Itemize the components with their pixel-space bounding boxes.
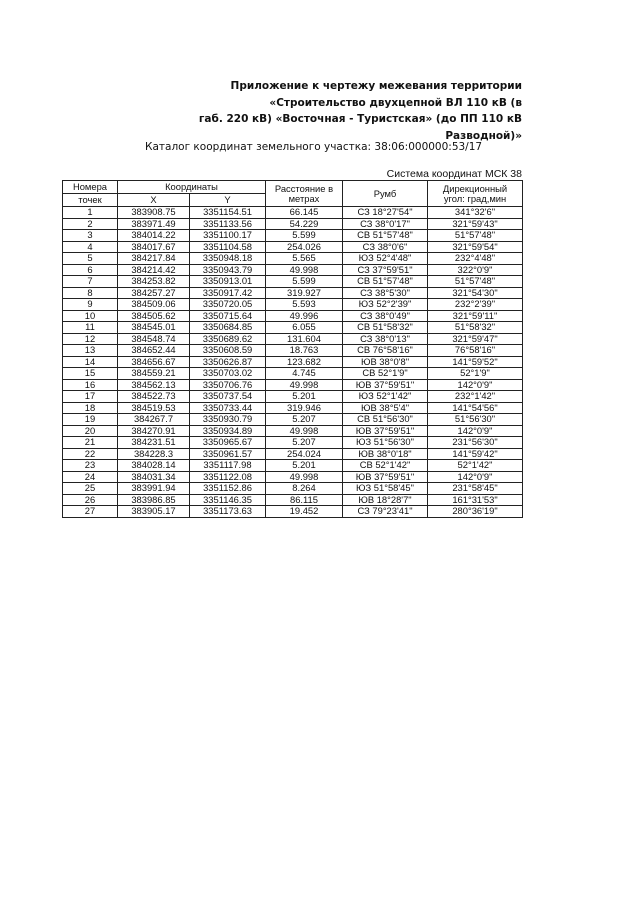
x-cell: 384559.21 [118, 368, 190, 380]
table-row [63, 402, 523, 414]
header-rumb: Румб [343, 181, 428, 207]
distance-cell: 5.201 [266, 391, 343, 403]
angle-cell: 321°59'54" [428, 241, 523, 253]
table-row [63, 310, 523, 322]
header-distance [266, 181, 343, 207]
angle-cell: 51°58'32" [428, 322, 523, 334]
point-number-cell: 11 [63, 322, 118, 334]
header-distance-line-2: метрах [288, 192, 320, 204]
x-cell: 384028.14 [118, 460, 190, 472]
x-cell: 383986.85 [118, 494, 190, 506]
rumb-cell: ЮВ 37°59'51" [343, 379, 428, 391]
rumb-cell: СЗ 38°0'6" [343, 241, 428, 253]
y-cell: 3351154.51 [190, 207, 266, 219]
y-cell: 3350703.02 [190, 368, 266, 380]
table-row [63, 494, 523, 506]
catalog-caption: Каталог координат земельного участка: 38:06:000000:53/17 [145, 141, 483, 153]
x-cell: 384548.74 [118, 333, 190, 345]
x-cell: 384522.73 [118, 391, 190, 403]
coordinate-system-label: Система координат МСК 38 [386, 168, 522, 180]
x-cell: 384509.06 [118, 299, 190, 311]
header-distance-line-1: Расстояние в [274, 182, 334, 194]
x-cell: 384014.22 [118, 230, 190, 242]
point-number-cell: 9 [63, 299, 118, 311]
y-cell: 3350934.89 [190, 425, 266, 437]
angle-cell: 341°32'6" [428, 207, 523, 219]
x-cell: 384217.84 [118, 253, 190, 265]
distance-cell: 54.229 [266, 218, 343, 230]
y-cell: 3350737.54 [190, 391, 266, 403]
x-cell: 384031.34 [118, 471, 190, 483]
y-cell: 3350930.79 [190, 414, 266, 426]
rumb-cell: СЗ 38°5'30" [343, 287, 428, 299]
y-cell: 3351152.86 [190, 483, 266, 495]
table-row [63, 414, 523, 426]
point-number-cell: 25 [63, 483, 118, 495]
table-row [63, 460, 523, 472]
distance-cell: 5.207 [266, 414, 343, 426]
point-number-cell: 20 [63, 425, 118, 437]
rumb-cell: СВ 52°1'9" [343, 368, 428, 380]
point-number-cell: 1 [63, 207, 118, 219]
title-line-4: Разводной)» [445, 129, 522, 142]
distance-cell: 49.998 [266, 425, 343, 437]
x-cell: 383991.94 [118, 483, 190, 495]
point-number-cell: 22 [63, 448, 118, 460]
angle-cell: 321°59'43" [428, 218, 523, 230]
rumb-cell: СВ 76°58'16" [343, 345, 428, 357]
y-cell: 3351100.17 [190, 230, 266, 242]
angle-cell: 280°36'19" [428, 506, 523, 518]
table-row [63, 425, 523, 437]
title-line-3: габ. 220 кВ) «Восточная - Туристская» (до ПП 110 кВ [198, 113, 522, 125]
distance-cell: 18.763 [266, 345, 343, 357]
angle-cell: 321°59'11" [428, 310, 523, 322]
table-row [63, 368, 523, 380]
angle-cell: 52°1'42" [428, 460, 523, 472]
table-row [63, 483, 523, 495]
x-cell: 384519.53 [118, 402, 190, 414]
y-cell: 3351104.58 [190, 241, 266, 253]
rumb-cell: СЗ 38°0'49" [343, 310, 428, 322]
header-point-number-2: точек [63, 194, 118, 207]
angle-cell: 321°59'47" [428, 333, 523, 345]
distance-cell: 49.996 [266, 310, 343, 322]
x-cell: 384562.13 [118, 379, 190, 391]
rumb-cell: ЮВ 38°5'4" [343, 402, 428, 414]
y-cell: 3350689.62 [190, 333, 266, 345]
y-cell: 3350948.18 [190, 253, 266, 265]
point-number-cell: 12 [63, 333, 118, 345]
header-x: X [118, 194, 190, 207]
distance-cell: 49.998 [266, 379, 343, 391]
angle-cell: 142°0'9" [428, 471, 523, 483]
header-y: Y [190, 194, 266, 207]
distance-cell: 86.115 [266, 494, 343, 506]
angle-cell: 232°2'39" [428, 299, 523, 311]
x-cell: 384228.3 [118, 448, 190, 460]
point-number-cell: 27 [63, 506, 118, 518]
y-cell: 3350706.76 [190, 379, 266, 391]
table-row [63, 437, 523, 449]
rumb-cell: ЮВ 37°59'51" [343, 471, 428, 483]
angle-cell: 321°54'30" [428, 287, 523, 299]
angle-cell: 141°54'56" [428, 402, 523, 414]
point-number-cell: 16 [63, 379, 118, 391]
x-cell: 383971.49 [118, 218, 190, 230]
table-row [63, 276, 523, 288]
rumb-cell: ЮЗ 52°1'42" [343, 391, 428, 403]
y-cell: 3350608.59 [190, 345, 266, 357]
rumb-cell: СВ 51°56'30" [343, 414, 428, 426]
point-number-cell: 23 [63, 460, 118, 472]
table-row [63, 448, 523, 460]
rumb-cell: ЮЗ 51°56'30" [343, 437, 428, 449]
rumb-cell: СВ 51°57'48" [343, 230, 428, 242]
distance-cell: 66.145 [266, 207, 343, 219]
rumb-cell: ЮВ 18°28'7" [343, 494, 428, 506]
title-line-1: Приложение к чертежу межевания территории [230, 80, 522, 92]
distance-cell: 8.264 [266, 483, 343, 495]
y-cell: 3351146.35 [190, 494, 266, 506]
table-row [63, 379, 523, 391]
table-row [63, 345, 523, 357]
point-number-cell: 8 [63, 287, 118, 299]
distance-cell: 6.055 [266, 322, 343, 334]
angle-cell: 161°31'53" [428, 494, 523, 506]
point-number-cell: 24 [63, 471, 118, 483]
angle-cell: 232°4'48" [428, 253, 523, 265]
distance-cell: 254.026 [266, 241, 343, 253]
angle-cell: 76°58'16" [428, 345, 523, 357]
y-cell: 3350913.01 [190, 276, 266, 288]
document-title [102, 78, 522, 144]
point-number-cell: 17 [63, 391, 118, 403]
x-cell: 384257.27 [118, 287, 190, 299]
y-cell: 3350626.87 [190, 356, 266, 368]
distance-cell: 5.565 [266, 253, 343, 265]
rumb-cell: СВ 52°1'42" [343, 460, 428, 472]
x-cell: 384231.51 [118, 437, 190, 449]
rumb-cell: СВ 51°57'48" [343, 276, 428, 288]
y-cell: 3350965.67 [190, 437, 266, 449]
x-cell: 383908.75 [118, 207, 190, 219]
distance-cell: 123.682 [266, 356, 343, 368]
distance-cell: 254.024 [266, 448, 343, 460]
angle-cell: 51°57'48" [428, 230, 523, 242]
table-header-row [63, 181, 523, 194]
point-number-cell: 7 [63, 276, 118, 288]
y-cell: 3350720.05 [190, 299, 266, 311]
rumb-cell: ЮВ 38°0'8" [343, 356, 428, 368]
x-cell: 384267.7 [118, 414, 190, 426]
rumb-cell: СЗ 79°23'41" [343, 506, 428, 518]
point-number-cell: 2 [63, 218, 118, 230]
angle-cell: 142°0'9" [428, 425, 523, 437]
table-row [63, 287, 523, 299]
distance-cell: 5.599 [266, 276, 343, 288]
title-line-2: «Строительство двухцепной ВЛ 110 кВ (в [269, 96, 522, 109]
y-cell: 3350715.64 [190, 310, 266, 322]
rumb-cell: ЮЗ 52°2'39" [343, 299, 428, 311]
point-number-cell: 6 [63, 264, 118, 276]
header-angle-line-2: угол: град,мин [443, 192, 507, 204]
x-cell: 384656.67 [118, 356, 190, 368]
angle-cell: 51°57'48" [428, 276, 523, 288]
header-angle-line-1: Дирекционный [442, 182, 508, 194]
y-cell: 3350684.85 [190, 322, 266, 334]
point-number-cell: 3 [63, 230, 118, 242]
rumb-cell: СЗ 37°59'51" [343, 264, 428, 276]
table-row [63, 253, 523, 265]
y-cell: 3350961.57 [190, 448, 266, 460]
table-row [63, 506, 523, 518]
rumb-cell: ЮЗ 52°4'48" [343, 253, 428, 265]
y-cell: 3351133.56 [190, 218, 266, 230]
table-row [63, 333, 523, 345]
table-row [63, 299, 523, 311]
point-number-cell: 13 [63, 345, 118, 357]
header-coordinates: Координаты [118, 181, 266, 194]
point-number-cell: 19 [63, 414, 118, 426]
rumb-cell: СЗ 38°0'17" [343, 218, 428, 230]
angle-cell: 52°1'9" [428, 368, 523, 380]
rumb-cell: СЗ 38°0'13" [343, 333, 428, 345]
point-number-cell: 26 [63, 494, 118, 506]
x-cell: 384270.91 [118, 425, 190, 437]
distance-cell: 19.452 [266, 506, 343, 518]
table-row [63, 207, 523, 219]
rumb-cell: ЮЗ 51°58'45" [343, 483, 428, 495]
point-number-cell: 14 [63, 356, 118, 368]
angle-cell: 232°1'42" [428, 391, 523, 403]
y-cell: 3350733.44 [190, 402, 266, 414]
distance-cell: 49.998 [266, 471, 343, 483]
distance-cell: 319.946 [266, 402, 343, 414]
point-number-cell: 4 [63, 241, 118, 253]
header-angle [428, 181, 523, 207]
angle-cell: 141°59'42" [428, 448, 523, 460]
distance-cell: 131.604 [266, 333, 343, 345]
table-row [63, 264, 523, 276]
distance-cell: 49.998 [266, 264, 343, 276]
distance-cell: 4.745 [266, 368, 343, 380]
angle-cell: 142°0'9" [428, 379, 523, 391]
coordinates-table [62, 180, 523, 518]
x-cell: 384214.42 [118, 264, 190, 276]
table-row [63, 356, 523, 368]
y-cell: 3350943.79 [190, 264, 266, 276]
y-cell: 3351173.63 [190, 506, 266, 518]
point-number-cell: 21 [63, 437, 118, 449]
table-row [63, 218, 523, 230]
table-row [63, 241, 523, 253]
table-row [63, 471, 523, 483]
header-point-number: Номера [63, 181, 118, 194]
distance-cell: 5.593 [266, 299, 343, 311]
x-cell: 384505.62 [118, 310, 190, 322]
angle-cell: 141°59'52" [428, 356, 523, 368]
point-number-cell: 18 [63, 402, 118, 414]
x-cell: 383905.17 [118, 506, 190, 518]
y-cell: 3351122.08 [190, 471, 266, 483]
rumb-cell: СВ 51°58'32" [343, 322, 428, 334]
y-cell: 3351117.98 [190, 460, 266, 472]
angle-cell: 231°58'45" [428, 483, 523, 495]
distance-cell: 5.207 [266, 437, 343, 449]
table-row [63, 322, 523, 334]
table-body [63, 207, 523, 518]
point-number-cell: 15 [63, 368, 118, 380]
angle-cell: 51°56'30" [428, 414, 523, 426]
angle-cell: 322°0'9" [428, 264, 523, 276]
rumb-cell: СЗ 18°27'54" [343, 207, 428, 219]
point-number-cell: 10 [63, 310, 118, 322]
angle-cell: 231°56'30" [428, 437, 523, 449]
rumb-cell: ЮВ 38°0'18" [343, 448, 428, 460]
point-number-cell: 5 [63, 253, 118, 265]
x-cell: 384545.01 [118, 322, 190, 334]
table-row [63, 391, 523, 403]
y-cell: 3350917.42 [190, 287, 266, 299]
distance-cell: 319.927 [266, 287, 343, 299]
distance-cell: 5.599 [266, 230, 343, 242]
rumb-cell: ЮВ 37°59'51" [343, 425, 428, 437]
x-cell: 384017.67 [118, 241, 190, 253]
distance-cell: 5.201 [266, 460, 343, 472]
x-cell: 384253.82 [118, 276, 190, 288]
x-cell: 384652.44 [118, 345, 190, 357]
table-row [63, 230, 523, 242]
